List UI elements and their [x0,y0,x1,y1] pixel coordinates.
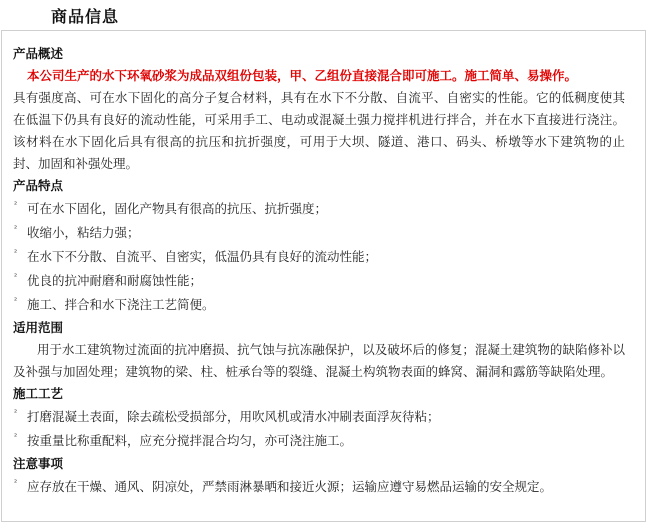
product-info-content [13,43,639,499]
list-item [13,221,639,245]
list-item-text: 可在水下固化，固化产物具有很高的抗压、抗折强度； [27,201,328,216]
bullet-icon: ² [14,296,18,305]
overview-highlight: 本公司生产的水下环氧砂浆为成品双组份包装，甲、乙组份直接混合即可施工。施工简单、易操作。 [27,68,578,83]
list-item-text: 在水下不分散、自流平、自密实，低温仍具有良好的流动性能； [27,249,378,264]
list-item [13,475,639,499]
list-item-text: 按重量比称重配料，应充分搅拌混合均匀，亦可浇注施工。 [27,433,353,448]
features-list [13,197,639,317]
list-item [13,197,639,221]
scope-heading: 适用范围 [13,320,64,335]
bullet-icon: ² [14,478,18,487]
overview-heading: 产品概述 [13,46,64,61]
features-heading: 产品特点 [13,178,64,193]
list-item [13,269,639,293]
bullet-icon: ² [14,272,18,281]
overview-body: 具有强度高、可在水下固化的高分子复合材料，具有在水下不分散、自流平、自密实的性能。它的低稠度使其在低温下仍具有良好的流动性能，可采用手工、电动或混凝土强力搅拌机进行拌合，并在水下直接进行浇注。该材料在水下固化后具有很高的抗压和抗折强度，可用于大坝、隧道、港口、码头、桥墩等水下建筑物的止封、加固和补强处理。 [13,90,625,171]
process-list [13,405,639,453]
notes-heading: 注意事项 [13,456,64,471]
list-item-text: 施工、拌合和水下浇注工艺简便。 [27,297,215,312]
tab-product-info[interactable]: 商品信息 [51,7,120,26]
list-item [13,245,639,269]
list-item-text: 优良的抗冲耐磨和耐腐蚀性能； [27,273,203,288]
list-item-text: 收缩小，粘结力强； [27,225,140,240]
list-item [13,293,639,317]
list-item-text: 打磨混凝土表面，除去疏松受损部分，用吹风机或清水冲刷表面浮灰待粘； [27,409,440,424]
bullet-icon: ² [14,224,18,233]
list-item [13,405,639,429]
product-info-panel [1,30,646,522]
bullet-icon: ² [14,408,18,417]
tab-header [0,0,649,30]
bullet-icon: ² [14,432,18,441]
bullet-icon: ² [14,200,18,209]
scope-body: 用于水工建筑物过流面的抗冲磨损、抗气蚀与抗冻融保护，以及破坏后的修复；混凝土建筑物的缺陷修补以及补强与加固处理；建筑物的梁、柱、桩承台等的裂缝、混凝土构筑物表面的蜂窝、漏洞和露筋等缺陷处理。 [13,342,625,379]
list-item-text: 应存放在干燥、通风、阴凉处，严禁雨淋暴晒和接近火源；运输应遵守易燃品运输的安全规定。 [27,479,553,494]
bullet-icon: ² [14,248,18,257]
notes-list [13,475,639,499]
process-heading: 施工工艺 [13,386,64,401]
list-item [13,429,639,453]
